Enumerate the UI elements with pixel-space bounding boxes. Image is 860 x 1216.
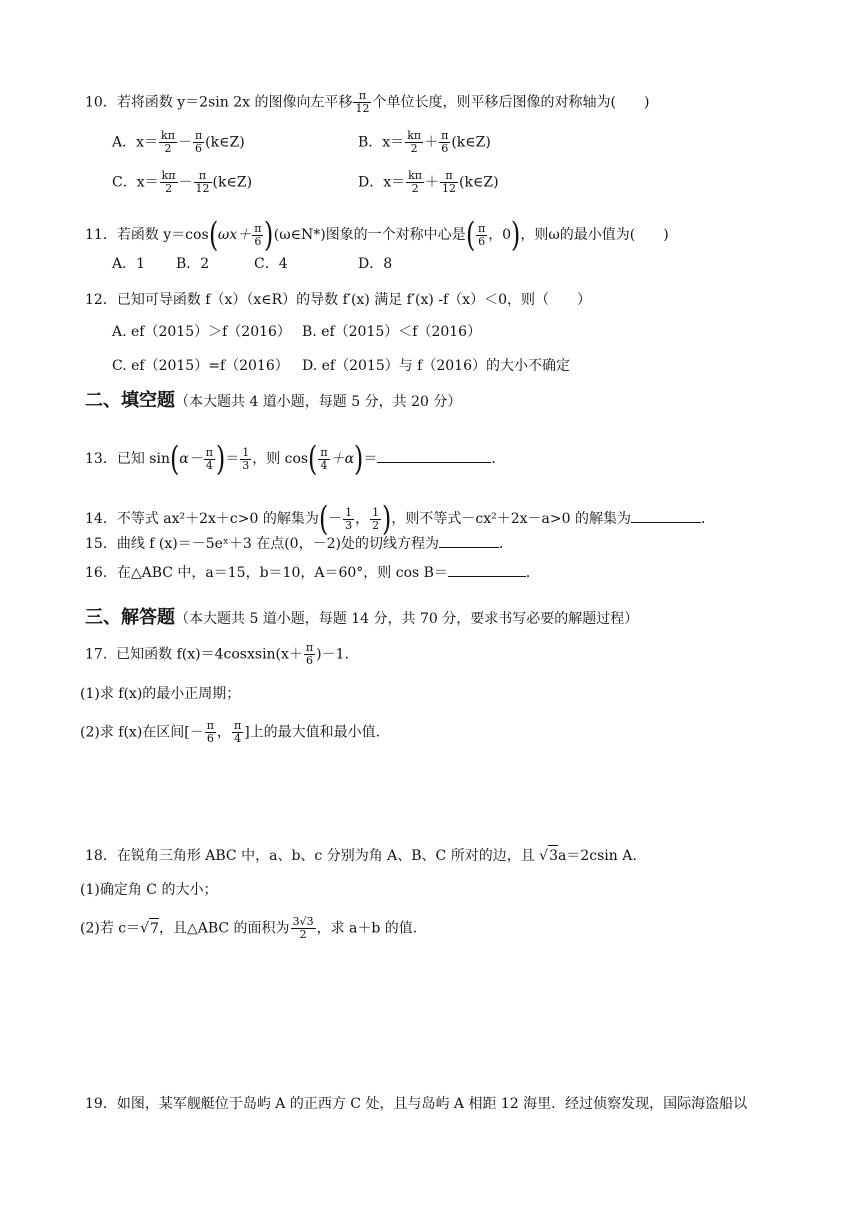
option-b: B．x＝ $\frac{k\pi}{2}$ ＋ $\frac{\pi}{6}$ (k∈Z) xyxy=(358,129,491,155)
question-13: 13．已知 sin(α－ $\frac{\pi}{4}$ )＝ $\frac{1}{3}$ ，则 cos( $\frac{\pi}{4}$ ＋α)＝ ． xyxy=(85,439,506,479)
question-16: 16．在△ABC 中，a＝15，b＝10，A＝60°，则 cos B＝ ． xyxy=(85,562,540,583)
answer-blank[interactable] xyxy=(377,448,491,463)
section-note: （本大题共 5 道小题，每题 14 分，共 70 分，要求书写必要的解题过程） xyxy=(175,611,639,627)
question-19: 19．如图，某军舰艇位于岛屿 A 的正西方 C 处，且与岛屿 A 相距 12 海里．经过侦察发现，国际海盗船以 xyxy=(85,1096,748,1112)
option-b: B．2 xyxy=(176,256,210,272)
question-number: 11． xyxy=(85,227,117,243)
question-11: 11．若函数 y＝cos(ωx＋ $\frac{\pi}{6}$ )(ω∈N*)图象的一个对称中心是( $\frac{\pi}{6}$ ，0)，则ω的最小值为( ) xyxy=(85,215,669,255)
question-17: 17. 已知函数 f(x)＝4cosxsin(x＋ $\frac{\pi}{6}$ )－1. xyxy=(85,641,349,667)
option-c: C. ef（2015）=f（2016） xyxy=(112,358,289,374)
option-d: D. ef（2015）与 f（2016）的大小不确定 xyxy=(302,358,570,374)
option-b: B. ef（2015）＜f（2016） xyxy=(302,324,482,340)
question-12 xyxy=(85,290,591,310)
fraction: $\frac{\pi}{12}$ xyxy=(355,89,370,115)
option-c: C．x＝ $\frac{k\pi}{2}$ － $\frac{\pi}{12}$ (k∈Z) xyxy=(112,169,253,195)
question-14: 14．不等式 ax²＋2x＋c>0 的解集为(－ $\frac{1}{3}$ ， $\frac{1}{2}$ )，则不等式－cx²＋2x－a>0 的解集为 ． xyxy=(85,499,715,539)
question-18-part-2: (2)若 c＝√7，且△ABC 的面积为 $\frac{3√3}{2}$ ，求 a＋b 的值. xyxy=(80,915,418,941)
answer-blank[interactable] xyxy=(439,533,499,548)
question-number: 12． xyxy=(85,292,117,308)
question-text: 若将函数 y＝2sin 2x 的图像向左平移 xyxy=(116,94,353,111)
option-a: A．x＝ $\frac{k\pi}{2}$ － $\frac{\pi}{6}$ (k∈Z) xyxy=(112,129,245,155)
section-note: （本大题共 4 道小题，每题 5 分，共 20 分） xyxy=(175,394,462,410)
question-text: 若函数 y＝cos xyxy=(116,227,209,243)
question-text: 已知可导函数 f（x）（x∈R）的导数 f′(x) 满足 f′(x) -f（x）＜0，则（ ） xyxy=(116,292,592,308)
section-header xyxy=(85,386,461,412)
option-a: A. ef（2015）＞f（2016） xyxy=(112,324,291,340)
question-15: 15．曲线 f (x)＝－5eˣ＋3 在点(0，－2)处的切线方程为 ． xyxy=(85,533,513,554)
question-18: 18．在锐角三角形 ABC 中，a、b、c 分别为角 A、B、C 所对的边，且 √3a＝2csin A. xyxy=(85,845,637,866)
section-title: 三、解答题 xyxy=(85,607,175,628)
question-17-part-2: (2)求 f(x)在区间[－ $\frac{\pi}{6}$ ， $\frac{\pi}{4}$ ]上的最大值和最小值. xyxy=(80,719,381,745)
answer-blank[interactable] xyxy=(631,508,701,523)
option-d: D．8 xyxy=(358,256,393,272)
option-a: A．1 xyxy=(112,256,146,272)
question-17-part-1: (1)求 f(x)的最小正周期； xyxy=(80,686,241,702)
question-18-part-1: (1)确定角 C 的大小； xyxy=(80,882,218,898)
section-header xyxy=(85,603,638,629)
option-c: C．4 xyxy=(254,256,288,272)
question-10 xyxy=(85,90,649,115)
question-text: 个单位长度，则平移后图像的对称轴为( ) xyxy=(372,94,650,111)
answer-blank[interactable] xyxy=(448,562,526,577)
option-d: D．x＝ $\frac{k\pi}{2}$ ＋ $\frac{\pi}{12}$ (k∈Z) xyxy=(358,169,499,195)
section-title: 二、填空题 xyxy=(85,390,175,411)
question-number: 10． xyxy=(85,94,117,111)
